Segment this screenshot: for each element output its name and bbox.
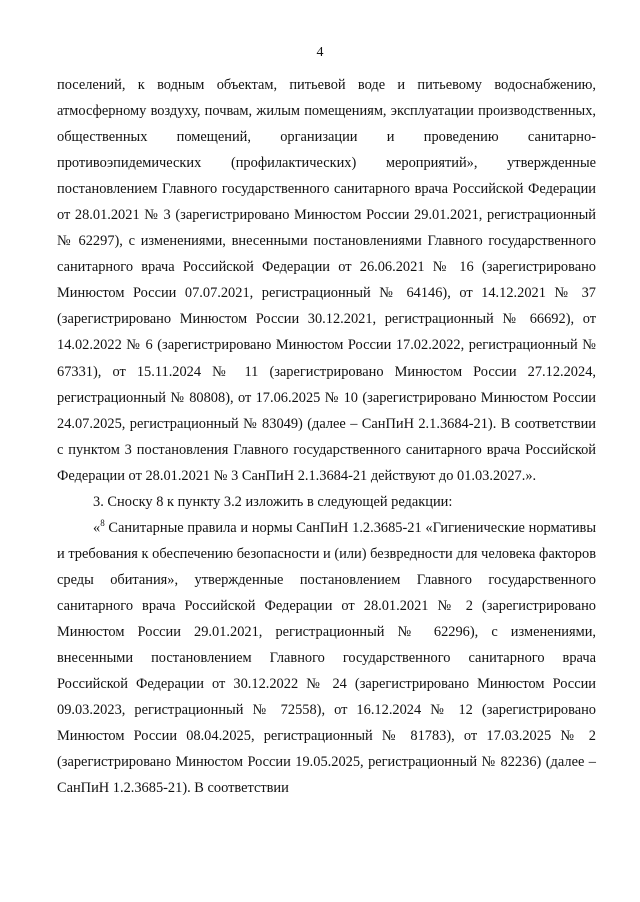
list-item-3: 3. Сноску 8 к пункту 3.2 изложить в следующей редакции: — [93, 493, 453, 510]
open-quote: « — [93, 519, 101, 536]
page-number: 4 — [316, 45, 324, 60]
document-body — [57, 72, 596, 801]
footnote-marker: 8 — [100, 518, 105, 528]
footnote-body: Санитарные правила и нормы СанПиН 1.2.3685-21 «Гигиенические нормативы и требования к обеспечению безопасности и (или) безвредности для человека факторов среды обитания», утвержденные постановлением Главного государственного санитарного врача Российской Федерации от 28.01.2021 № 2 (зарегистрировано Минюстом России 29.01.2021, регистрационный № 62296), с изменениями, внесенными постановлением Главного государственного санитарного врача Российской Федерации от 30.12.2022 № 24 (зарегистрировано Минюстом России 09.03.2023, регистрационный № 72558), от 16.12.2024 № 12 (зарегистрировано Минюстом России 08.04.2025, регистрационный № 81783), от 17.03.2025 № 2 (зарегистрировано Минюстом России 19.05.2025, регистрационный № 82236) (далее – СанПиН 1.2.3685-21). В соответствии — [57, 519, 596, 797]
footnote-8-text — [57, 515, 596, 802]
paragraph-continuation: поселений, к водным объектам, питьевой воде и питьевому водоснабжению, атмосферному воздуху, почвам, жилым помещениям, эксплуатации производственных, общественных помещений, организации и проведению санитарно-противоэпидемических (профилактических) мероприятий», утвержденные постановлением Главного государственного санитарного врача Российской Федерации от 28.01.2021 № 3 (зарегистрировано Минюстом России 29.01.2021, регистрационный № 62297), с изменениями, внесенными постановлениями Главного государственного санитарного врача Российской Федерации от 26.06.2021 № 16 (зарегистрировано Минюстом России 07.07.2021, регистрационный № 64146), от 14.12.2021 № 37 (зарегистрировано Минюстом России 30.12.2021, регистрационный № 66692), от 14.02.2022 № 6 (зарегистрировано Минюстом России 17.02.2022, регистрационный № 67331), от 15.11.2024 № 11 (зарегистрировано Минюстом России 27.12.2024, регистрационный № 80808), от 17.06.2025 № 10 (зарегистрировано Минюстом России 24.07.2025, регистрационный № 83049) (далее – СанПиН 2.1.3684-21). В соответствии с пунктом 3 постановления Главного государственного санитарного врача Российской Федерации от 28.01.2021 № 3 СанПиН 2.1.3684-21 действуют до 01.03.2027.». — [57, 77, 596, 484]
